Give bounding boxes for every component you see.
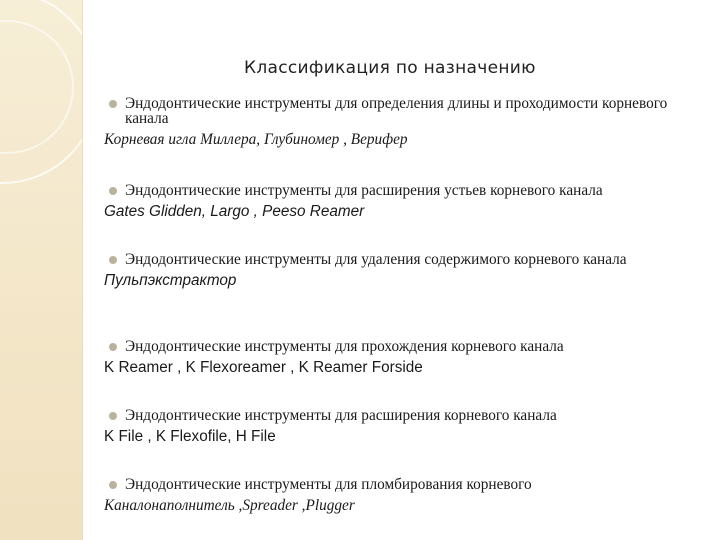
item-examples: Каналонаполнитель ,Spreader ,Plugger [104, 497, 355, 514]
list-item [104, 477, 694, 514]
item-text: Эндодонтические инструменты для удаления содержимого корневого канала [125, 251, 627, 268]
item-examples: K Reamer , K Flexoreamer , K Reamer Forside [104, 359, 423, 376]
decorative-sidebar [0, 0, 82, 540]
bullet-icon [109, 343, 117, 351]
bullet-icon [109, 256, 117, 264]
item-text: Эндодонтические инструменты для расширения устьев корневого канала [125, 182, 603, 199]
item-examples: Gates Glidden, Largo , Peeso Reamer [104, 203, 365, 220]
sidebar-divider [82, 0, 83, 540]
bullet-icon [109, 100, 117, 108]
item-examples: K File , K Flexofile, H File [104, 428, 276, 445]
bullet-icon [109, 481, 117, 489]
bullet-icon [109, 412, 117, 420]
item-text: Эндодонтические инструменты для расширения корневого канала [125, 407, 557, 424]
list-item [104, 408, 694, 445]
item-text: Эндодонтические инструменты для определения длины и проходимости корневого канала [125, 95, 668, 127]
list-item [104, 96, 694, 148]
item-text: Эндодонтические инструменты для пломбирования корневого [125, 476, 532, 493]
item-examples: Корневая игла Миллера, Глубиномер , Верифер [104, 131, 408, 148]
slide-title: Классификация по назначению [244, 58, 536, 78]
bullet-icon [109, 187, 117, 195]
list-item [104, 252, 694, 289]
item-text: Эндодонтические инструменты для прохождения корневого канала [125, 338, 564, 355]
list-item [104, 183, 694, 220]
list-item [104, 339, 694, 376]
item-examples: Пульпэкстрактор [104, 272, 237, 289]
